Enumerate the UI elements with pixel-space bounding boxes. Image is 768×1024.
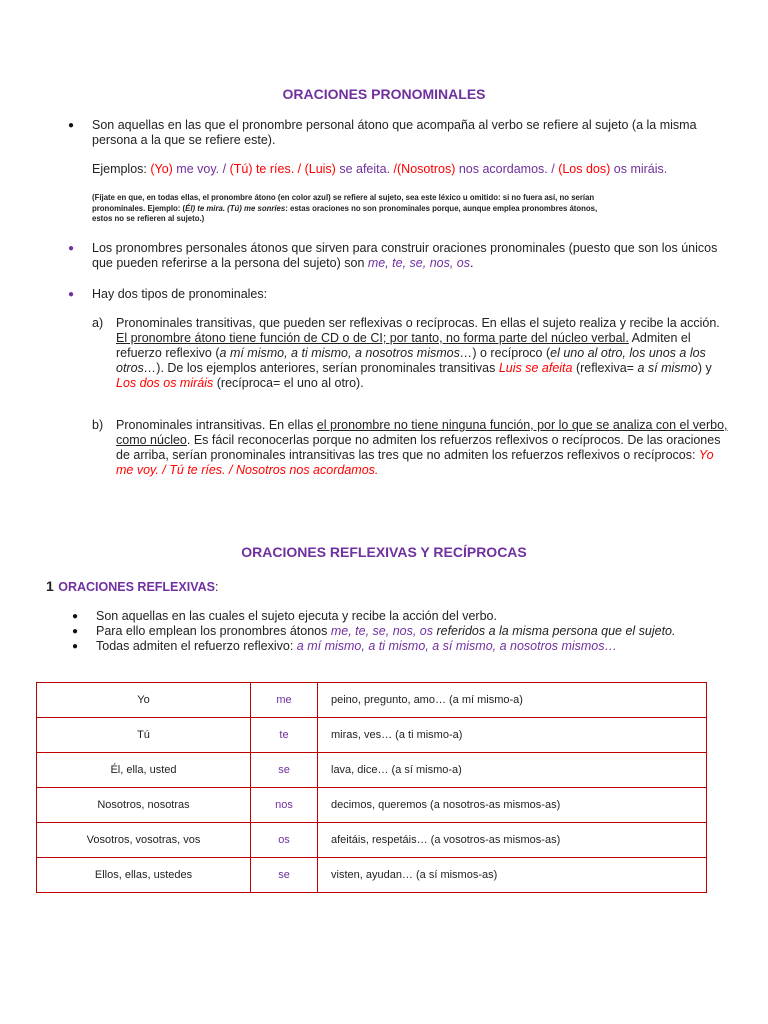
bullet-icon: ● bbox=[72, 611, 79, 622]
example-verb: nos acordamos. / bbox=[455, 162, 559, 176]
table-cell-pronoun: te bbox=[251, 718, 318, 753]
table-cell-person: Él, ella, usted bbox=[37, 753, 251, 788]
example-verb: os miráis. bbox=[610, 162, 668, 176]
list-marker-b: b) bbox=[92, 418, 104, 432]
section-title: ORACIONES REFLEXIVAS Y RECÍPROCAS bbox=[241, 544, 527, 560]
paragraph-definition: Son aquellas en las que el pronombre personal átono que acompaña al verbo se refiere al sujeto (a la misma persona a la que se refiere este). bbox=[92, 118, 697, 147]
table-cell-person: Ellos, ellas, ustedes bbox=[37, 858, 251, 893]
table-row bbox=[37, 753, 707, 788]
table-cell-example: lava, dice… (a sí mismo-a) bbox=[318, 753, 707, 788]
example-verb: me voy. / bbox=[172, 162, 230, 176]
subsection-heading: 1 ORACIONES REFLEXIVAS: bbox=[46, 578, 219, 594]
table-cell-person: Tú bbox=[37, 718, 251, 753]
paragraph-pronouns: Los pronombres personales átonos que sirven para construir oraciones pronominales (puesto que son los únicos que pueden referirse a la persona del sujeto) son me, te, se, nos, os. bbox=[92, 241, 718, 270]
note-line: pronominales. Ejemplo: (Él) te mira. (Tú) me sonríes: estas oraciones no son pronominales porque, aunque emplea pronombres átonos, bbox=[92, 203, 598, 213]
page-title: ORACIONES PRONOMINALES bbox=[282, 86, 486, 102]
table-cell-person: Yo bbox=[37, 683, 251, 718]
pronoun-list: me, te, se, nos, os bbox=[367, 256, 471, 270]
list-item: Para ello emplean los pronombres átonos me, te, se, nos, os referidos a la misma persona que el sujeto. bbox=[96, 624, 676, 638]
table-cell-pronoun: os bbox=[251, 823, 318, 858]
paragraph-intransitive: Pronominales intransitivas. En ellas el pronombre no tiene ninguna función, por lo que se analiza con el verbo, como núcleo. Es fácil reconocerlas porque no admiten los refuerzos reflexivos o recíprocos. De las oraciones de arriba, serían pronominales intransitivas las tres que no admiten los refuerzos reflexivos o recíprocos: Yo me voy. / Tú te ríes. / Nosotros nos acordamos. bbox=[116, 418, 728, 477]
table-cell-pronoun: se bbox=[251, 753, 318, 788]
paragraph-transitive: Pronominales transitivas, que pueden ser reflexivas o recíprocas. En ellas el sujeto realiza y recibe la acción. El pronombre átono tiene función de CD o de CI; por tanto, no forma parte del núcleo verbal. Admiten el refuerzo reflexivo (a mí mismo, a ti mismo, a nosotros mismos…) o recíproco (el uno al otro, los unos a los otros…). De los ejemplos anteriores, serían pronominales transitivas Luis se afeita (reflexiva= a sí mismo) y Los dos os miráis (recíproca= el uno al otro). bbox=[116, 316, 720, 390]
example-subject: (Tú) bbox=[229, 162, 253, 176]
table-row bbox=[37, 788, 707, 823]
table-row bbox=[37, 858, 707, 893]
examples-line bbox=[92, 162, 732, 177]
examples-label: Ejemplos: bbox=[92, 162, 151, 176]
table-cell-example: afeitáis, respetáis… (a vosotros-as mismos-as) bbox=[318, 823, 707, 858]
example-verb: te ríes. / bbox=[252, 162, 305, 176]
example-subject: (Luis) bbox=[304, 162, 336, 176]
table-cell-person: Vosotros, vosotras, vos bbox=[37, 823, 251, 858]
table-row bbox=[37, 823, 707, 858]
bullet-icon: ● bbox=[72, 641, 79, 652]
table-cell-pronoun: se bbox=[251, 858, 318, 893]
example-subject: (Yo) bbox=[150, 162, 173, 176]
note-line: (Fíjate en que, en todas ellas, el pronombre átono (en color azul) se refiere al sujeto, sea este léxico u omitido: si no fuera así, no serían bbox=[92, 193, 595, 202]
table-cell-pronoun: nos bbox=[251, 788, 318, 823]
table-row bbox=[37, 683, 707, 718]
example-subject: /(Nosotros) bbox=[390, 162, 456, 176]
note-line: estos no se refieren al sujeto.) bbox=[92, 214, 205, 223]
bullet-icon: ● bbox=[72, 626, 79, 637]
table-cell-pronoun: me bbox=[251, 683, 318, 718]
list-marker-a: a) bbox=[92, 316, 104, 330]
list-item: Todas admiten el refuerzo reflexivo: a mí mismo, a ti mismo, a sí mismo, a nosotros mismos… bbox=[96, 639, 617, 653]
example-verb: se afeita. bbox=[335, 162, 391, 176]
table-cell-example: decimos, queremos (a nosotros-as mismos-as) bbox=[318, 788, 707, 823]
pronoun-table bbox=[36, 682, 707, 893]
table-cell-person: Nosotros, nosotras bbox=[37, 788, 251, 823]
table-cell-example: peino, pregunto, amo… (a mí mismo-a) bbox=[318, 683, 707, 718]
note-text bbox=[92, 193, 732, 225]
table-cell-example: visten, ayudan… (a sí mismos-as) bbox=[318, 858, 707, 893]
list-item: Son aquellas en las cuales el sujeto ejecuta y recibe la acción del verbo. bbox=[96, 609, 497, 623]
table-row bbox=[37, 718, 707, 753]
table-cell-example: miras, ves… (a ti mismo-a) bbox=[318, 718, 707, 753]
paragraph-types: Hay dos tipos de pronominales: bbox=[92, 287, 268, 301]
example-subject: (Los dos) bbox=[558, 162, 611, 176]
bullet-icon: ● bbox=[68, 120, 75, 131]
bullet-icon: ● bbox=[68, 243, 75, 254]
bullet-icon: ● bbox=[68, 289, 75, 300]
